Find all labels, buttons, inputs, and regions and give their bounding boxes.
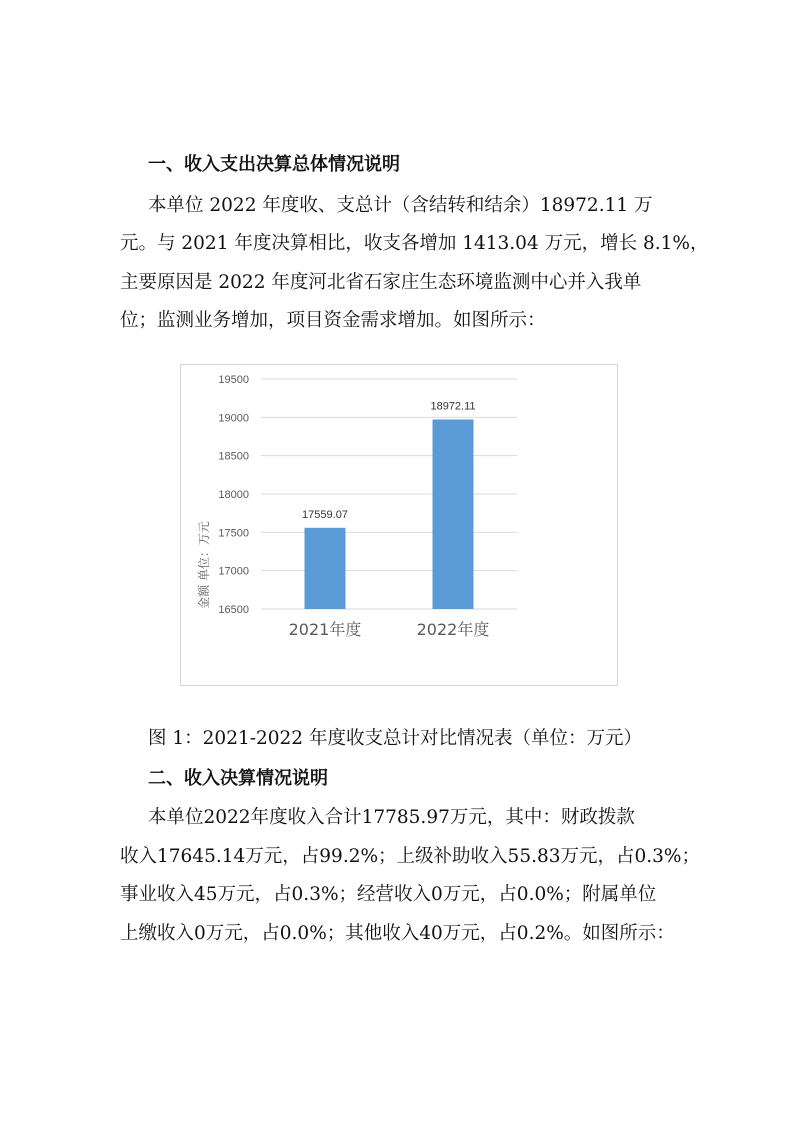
y-tick-label: 17500 (218, 527, 249, 540)
bar-value-label: 17559.07 (302, 508, 348, 521)
bar-chart-svg (181, 365, 617, 685)
bar (305, 528, 346, 609)
x-category-label: 2022年度 (416, 620, 490, 639)
income-expense-chart (180, 364, 618, 686)
y-tick-label: 19500 (218, 374, 249, 386)
section-2-heading: 二、收入决算情况说明 (148, 768, 328, 789)
section-2-paragraph-line-1: 本单位2022年度收入合计17785.97万元，其中：财政拨款 (148, 807, 635, 828)
section-1-paragraph-line-2: 元。与 2021 年度决算相比，收支各增加 1413.04 万元，增长 8.1%， (120, 233, 709, 254)
section-2-paragraph-line-3: 事业收入45万元，占0.3%；经营收入0万元，占0.0%；附属单位 (120, 884, 657, 905)
section-1-paragraph-line-3: 主要原因是 2022 年度河北省石家庄生态环境监测中心并入我单 (120, 272, 642, 293)
section-2-paragraph-line-4: 上缴收入0万元，占0.0%；其他收入40万元，占0.2%。如图所示： (120, 923, 675, 944)
y-axis-label: 金额 单位：万元 (197, 521, 211, 609)
bar-value-label: 18972.11 (430, 400, 476, 413)
section-2-paragraph-line-2: 收入17645.14万元，占99.2%；上级补助收入55.83万元，占0.3%； (120, 846, 701, 867)
section-1-heading: 一、收入支出决算总体情况说明 (148, 154, 400, 175)
y-tick-label: 16500 (218, 604, 249, 616)
section-1-paragraph-line-1: 本单位 2022 年度收、支总计（含结转和结余）18972.11 万 (148, 195, 653, 216)
y-tick-label: 17000 (218, 565, 249, 578)
chart-caption: 图 1：2021-2022 年度收支总计对比情况表（单位：万元） (148, 728, 642, 749)
y-tick-label: 18500 (218, 450, 249, 463)
section-1-paragraph-line-4: 位；监测业务增加，项目资金需求增加。如图所示： (120, 310, 546, 331)
x-category-label: 2021年度 (288, 620, 362, 639)
y-tick-label: 18000 (218, 489, 249, 501)
bar (433, 419, 474, 609)
y-tick-label: 19000 (218, 412, 249, 425)
